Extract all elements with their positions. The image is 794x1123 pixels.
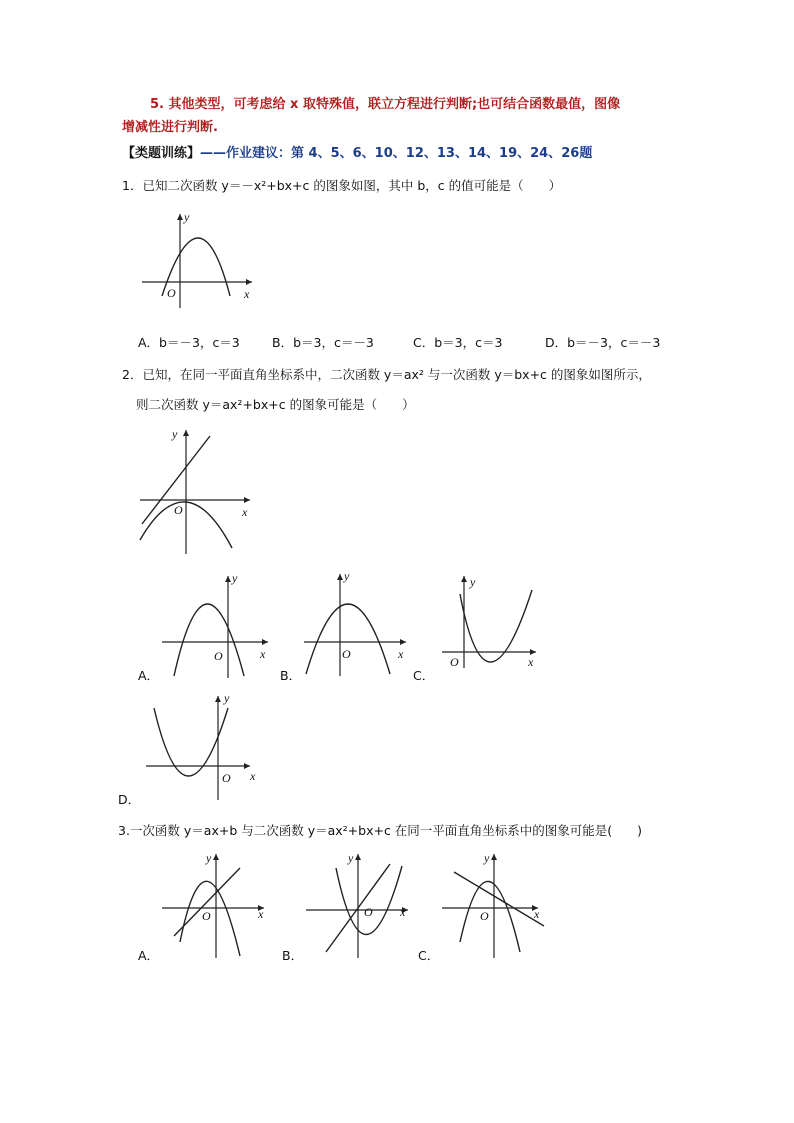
q2-option-d-graph[interactable] [144,691,264,804]
q3b-origin-label: O [364,905,373,919]
practice-suggestion: ——作业建议：第 4、5、6、10、12、13、14、19、24、26题 [200,146,593,161]
q2d-y-label: y [224,691,230,705]
q3a-x-label: x [258,907,264,921]
question-2-text-2: 则二次函数 y＝ax²+bx+c 的图象可能是（ ） [136,397,415,412]
q1-origin-label: O [167,286,176,300]
q3b-x-label: x [400,905,406,919]
q1-option-c[interactable]: C．b＝3，c＝3 [413,335,503,350]
q3c-x-label: x [534,907,540,921]
q1-y-label: y [184,210,190,224]
q1-option-a[interactable]: A．b＝－3，c＝3 [138,335,240,350]
intro-line-2: 增减性进行判断. [122,120,218,135]
q2c-y-label: y [470,575,476,589]
q2c-origin-label: O [450,655,459,669]
q3c-origin-label: O [480,909,489,923]
q2-option-b-graph[interactable] [302,570,417,678]
q3-option-b[interactable]: B． [282,948,304,963]
q2-origin-label: O [174,503,183,517]
q2d-x-label: x [250,769,256,783]
q3-option-a[interactable]: A． [138,948,160,963]
q3c-y-label: y [484,851,490,865]
q2d-origin-label: O [222,771,231,785]
q2-option-b[interactable]: B． [280,668,302,683]
q3-option-b-graph[interactable] [304,852,419,960]
q2c-x-label: x [528,655,534,669]
q2-main-graph [138,428,258,556]
q2-option-a[interactable]: A． [138,668,160,683]
q2-option-a-graph[interactable] [160,572,275,680]
q3-option-c-graph[interactable] [440,852,555,960]
q3-option-c[interactable]: C． [418,948,440,963]
q3a-origin-label: O [202,909,211,923]
q3a-y-label: y [206,851,212,865]
q2-option-d[interactable]: D． [118,792,141,807]
q1-option-d[interactable]: D．b＝－3，c＝－3 [545,335,661,350]
q2b-x-label: x [398,647,404,661]
q2b-origin-label: O [342,647,351,661]
q3-option-a-graph[interactable] [160,852,275,960]
q2a-y-label: y [232,571,238,585]
q2-y-label: y [172,427,178,441]
q2a-origin-label: O [214,649,223,663]
q2a-x-label: x [260,647,266,661]
q3b-y-label: y [348,851,354,865]
question-1-text: 1．已知二次函数 y＝－x²+bx+c 的图象如图，其中 b，c 的值可能是（ ） [122,178,562,193]
practice-header [122,145,592,163]
q2-option-c-graph[interactable] [440,572,550,672]
practice-bracket-label: 【类题训练】 [122,146,201,161]
q2-option-c[interactable]: C． [413,668,435,683]
q1-option-b[interactable]: B．b＝3，c＝－3 [272,335,374,350]
q1-graph [140,210,260,310]
q2-x-label: x [242,505,248,519]
intro-line-1: 5. 其他类型，可考虑给 x 取特殊值，联立方程进行判断;也可结合函数最值，图像 [150,97,621,112]
question-2-text-1: 2．已知，在同一平面直角坐标系中，二次函数 y＝ax² 与一次函数 y＝bx+c 的图象如图所示， [122,367,651,382]
question-3-text: 3.一次函数 y＝ax+b 与二次函数 y＝ax²+bx+c 在同一平面直角坐标系中的图象可能是( ) [118,823,643,838]
q2b-y-label: y [344,569,350,583]
q1-x-label: x [244,287,250,301]
